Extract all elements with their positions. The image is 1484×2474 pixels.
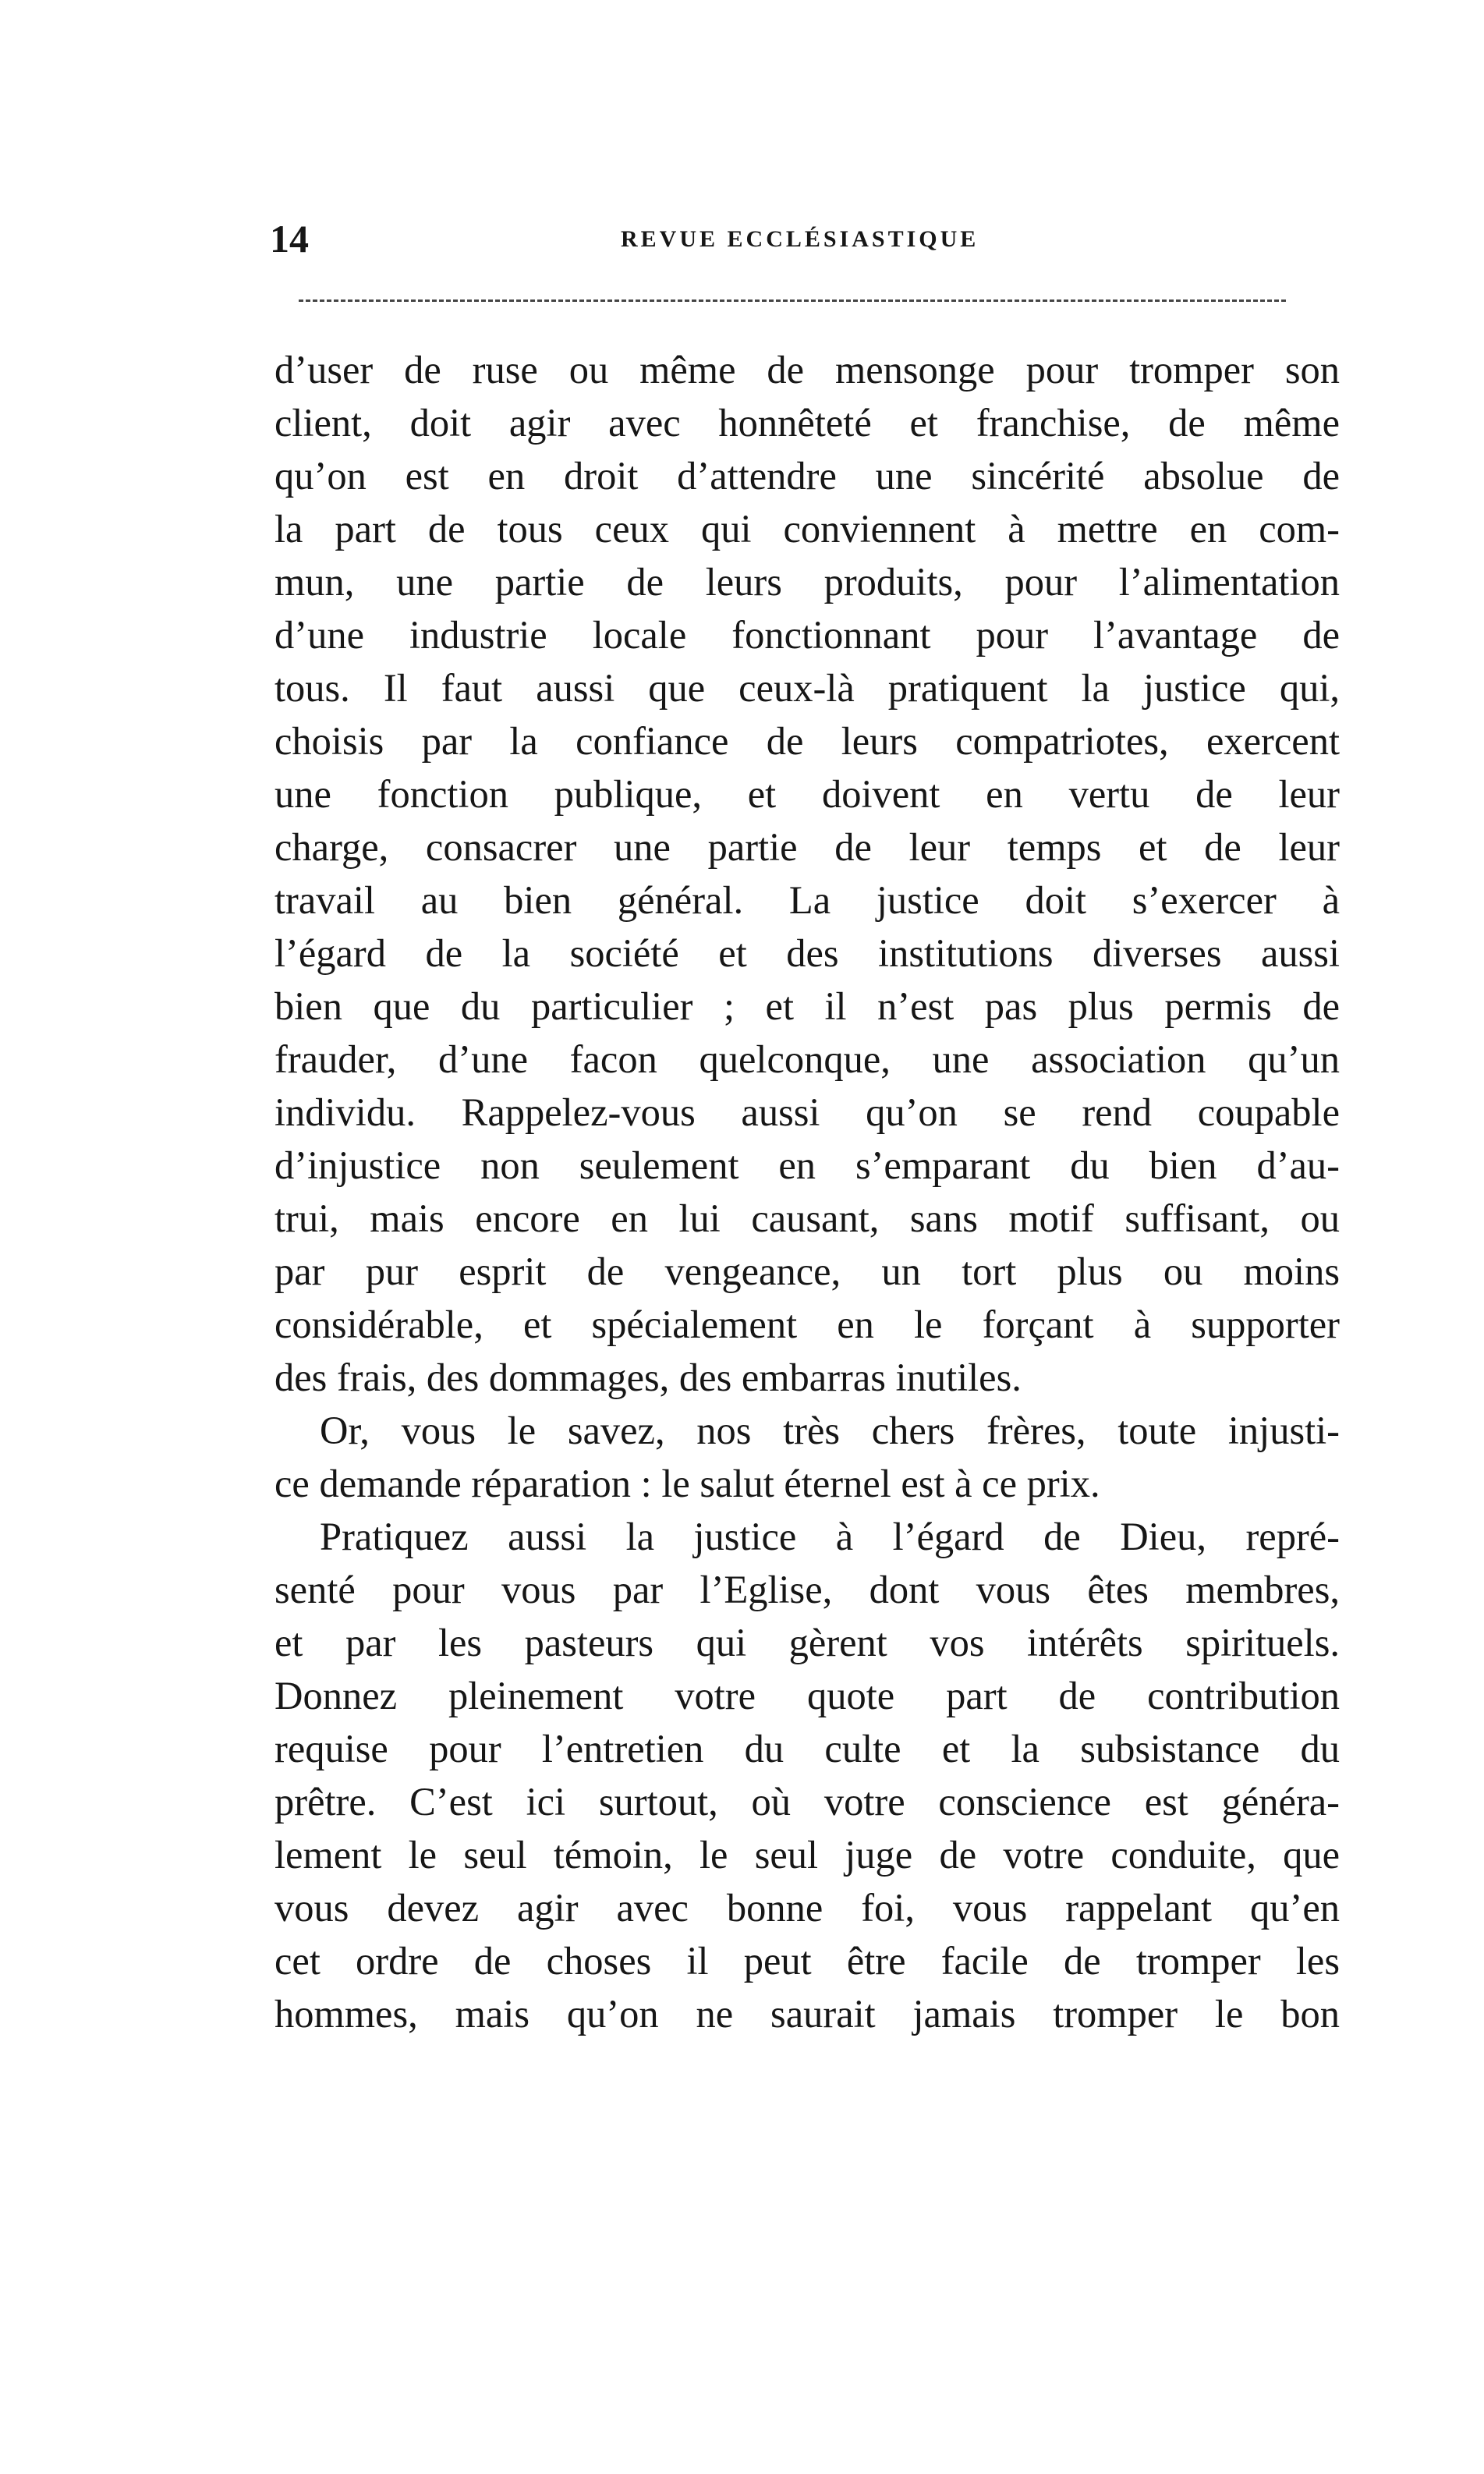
- text-line: et par les pasteurs qui gèrent vos intérêts spirituels.: [274, 1621, 1340, 1664]
- text-line: frauder, d’une facon quelconque, une association qu’un: [274, 1037, 1340, 1081]
- text-line: Donnez pleinement votre quote part de contribution: [274, 1674, 1340, 1717]
- text-line: prêtre. C’est ici surtout, où votre conscience est généra-: [274, 1780, 1340, 1824]
- page-header: [270, 215, 1338, 262]
- text-line: mun, une partie de leurs produits, pour l’alimentation: [274, 560, 1340, 604]
- text-line: qu’on est en droit d’attendre une sincérité absolue de: [274, 454, 1340, 498]
- text-line: client, doit agir avec honnêteté et franchise, de même: [274, 401, 1340, 445]
- page-number: 14: [270, 217, 309, 261]
- text-line: cet ordre de choses il peut être facile de tromper les: [274, 1939, 1340, 1983]
- text-line: trui, mais encore en lui causant, sans motif suffisant, ou: [274, 1196, 1340, 1240]
- running-head: REVUE ECCLÉSIASTIQUE: [621, 226, 979, 252]
- text-line: ce demande réparation : le salut éternel est à ce prix.: [274, 1462, 1100, 1505]
- text-line: l’égard de la société et des institutions diverses aussi: [274, 931, 1340, 975]
- text-line: d’une industrie locale fonctionnant pour l’avantage de: [274, 613, 1340, 657]
- text-line: vous devez agir avec bonne foi, vous rappelant qu’en: [274, 1886, 1340, 1930]
- text-line: des frais, des dommages, des embarras inutiles.: [274, 1356, 1022, 1399]
- text-line: par pur esprit de vengeance, un tort plus ou moins: [274, 1249, 1340, 1293]
- text-line: requise pour l’entretien du culte et la subsistance du: [274, 1727, 1340, 1770]
- text-line: choisis par la confiance de leurs compatriotes, exercent: [274, 719, 1340, 763]
- text-line: considérable, et spécialement en le forçant à supporter: [274, 1303, 1340, 1346]
- text-line: charge, consacrer une partie de leur temps et de leur: [274, 825, 1340, 869]
- text-line: individu. Rappelez-vous aussi qu’on se rend coupable: [274, 1090, 1340, 1134]
- text-line: d’user de ruse ou même de mensonge pour tromper son: [274, 348, 1340, 392]
- text-line: d’injustice non seulement en s’emparant du bien d’au-: [274, 1143, 1340, 1187]
- text-line: hommes, mais qu’on ne saurait jamais tromper le bon: [274, 1992, 1340, 2036]
- text-line: la part de tous ceux qui conviennent à mettre en com-: [274, 507, 1340, 551]
- text-line: lement le seul témoin, le seul juge de votre conduite, que: [274, 1833, 1340, 1877]
- text-line: bien que du particulier ; et il n’est pas plus permis de: [274, 984, 1340, 1028]
- text-line: Pratiquez aussi la justice à l’égard de Dieu, repré-: [320, 1515, 1340, 1558]
- body-text: [274, 343, 1340, 2040]
- header-rule: [299, 300, 1286, 302]
- text-line: travail au bien général. La justice doit s’exercer à: [274, 878, 1340, 922]
- text-line: Or, vous le savez, nos très chers frères, toute injusti-: [320, 1409, 1340, 1452]
- text-line: tous. Il faut aussi que ceux-là pratiquent la justice qui,: [274, 666, 1340, 710]
- text-line: senté pour vous par l’Eglise, dont vous êtes membres,: [274, 1568, 1340, 1611]
- text-line: une fonction publique, et doivent en vertu de leur: [274, 772, 1340, 816]
